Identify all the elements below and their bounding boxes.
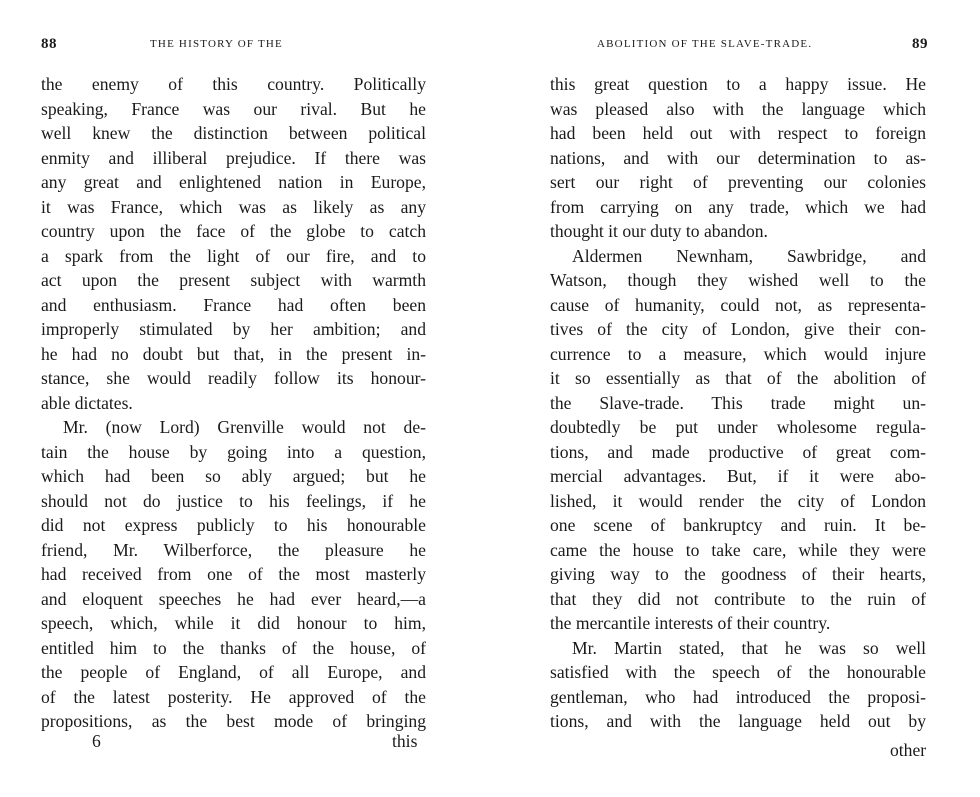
text-line: tions, and made productive of great com- [550, 441, 926, 462]
text-line: country upon the face of the globe to catch [41, 221, 426, 241]
text-line: nations, and with our determination to as- [550, 147, 926, 168]
text-line: Aldermen Newnham, Sawbridge, and [572, 245, 926, 266]
text-line: from carrying on any trade, which we had [550, 196, 926, 217]
text-line: that they did not contribute to the ruin of [550, 588, 926, 609]
text-line: came the house to take care, while they were [550, 539, 926, 560]
text-line: tain the house by going into a question, [41, 441, 426, 462]
right-page-body [550, 72, 926, 734]
text-line: and enthusiasm. France had often been [41, 294, 426, 315]
text-line: currence to a measure, which would injure [550, 343, 926, 364]
text-line: cause of humanity, could not, as representa- [550, 294, 926, 315]
text-line: he had no doubt but that, in the present in- [41, 343, 426, 364]
text-line: had received from one of the most masterly [41, 564, 426, 584]
text-line: doubtedly be put under wholesome regula- [550, 417, 926, 437]
right-page [490, 0, 980, 797]
right-page-number: 89 [912, 36, 928, 52]
text-line: gentleman, who had introduced the proposi- [550, 686, 926, 707]
text-line: improperly stimulated by her ambition; and [41, 319, 426, 339]
text-line: sert our right of preventing our colonies [550, 172, 926, 192]
text-line: the Slave-trade. This trade might un- [550, 392, 926, 413]
signature-mark: 6 [92, 731, 101, 751]
text-line: the mercantile interests of their country. [550, 613, 831, 633]
text-line: mercial advantages. But, if it were abo- [550, 466, 926, 486]
right-running-head: ABOLITION OF THE SLAVE-TRADE. [597, 38, 813, 50]
text-line: the enemy of this country. Politically [41, 74, 426, 94]
text-line: of the latest posterity. He approved of the [41, 686, 426, 707]
text-line: act upon the present subject with warmth [41, 270, 426, 290]
text-line: and eloquent speeches he had ever heard,—a [41, 588, 426, 609]
text-line: able dictates. [41, 392, 133, 413]
left-page-number: 88 [41, 36, 57, 52]
text-line: thought it our duty to abandon. [550, 221, 768, 241]
text-line: which had been so ably argued; but he [41, 466, 426, 486]
text-line: was pleased also with the language which [550, 98, 926, 119]
text-line: satisfied with the speech of the honourable [550, 662, 926, 682]
text-line: had been held out with respect to foreign [550, 123, 926, 143]
text-line: tions, and with the language held out by [550, 711, 926, 731]
text-line: a spark from the light of our fire, and to [41, 245, 426, 266]
text-line: lished, it would render the city of London [550, 490, 926, 511]
catchword: this [392, 731, 418, 751]
text-line: well knew the distinction between political [41, 123, 426, 143]
text-line: should not do justice to his feelings, if he [41, 490, 426, 511]
text-line: speech, which, while it did honour to him, [41, 613, 426, 633]
text-line: Mr. (now Lord) Grenville would not de- [63, 417, 426, 437]
text-line: stance, she would readily follow its honour- [41, 368, 426, 388]
text-line: enmity and illiberal prejudice. If there was [41, 147, 426, 168]
text-line: speaking, France was our rival. But he [41, 98, 426, 119]
text-line: entitled him to the thanks of the house, of [41, 637, 426, 658]
left-page-body [41, 72, 426, 734]
text-line: friend, Mr. Wilberforce, the pleasure he [41, 539, 426, 560]
text-line: this great question to a happy issue. He [550, 74, 926, 94]
text-line: one scene of bankruptcy and ruin. It be- [550, 515, 926, 535]
text-line: tives of the city of London, give their con- [550, 319, 926, 339]
text-line: the people of England, of all Europe, and [41, 662, 426, 682]
text-line: did not express publicly to his honourable [41, 515, 426, 535]
left-running-head: THE HISTORY OF THE [150, 38, 283, 50]
text-line: giving way to the goodness of their hearts, [550, 564, 926, 584]
text-line: it was France, which was as likely as any [41, 196, 426, 217]
text-line: it so essentially as that of the abolition of [550, 368, 926, 388]
text-line: propositions, as the best mode of bringing [41, 711, 426, 731]
text-line: Mr. Martin stated, that he was so well [572, 637, 926, 658]
text-line: any great and enlightened nation in Europe, [41, 172, 426, 192]
text-line: Watson, though they wished well to the [550, 270, 926, 290]
catchword: other [890, 740, 927, 760]
